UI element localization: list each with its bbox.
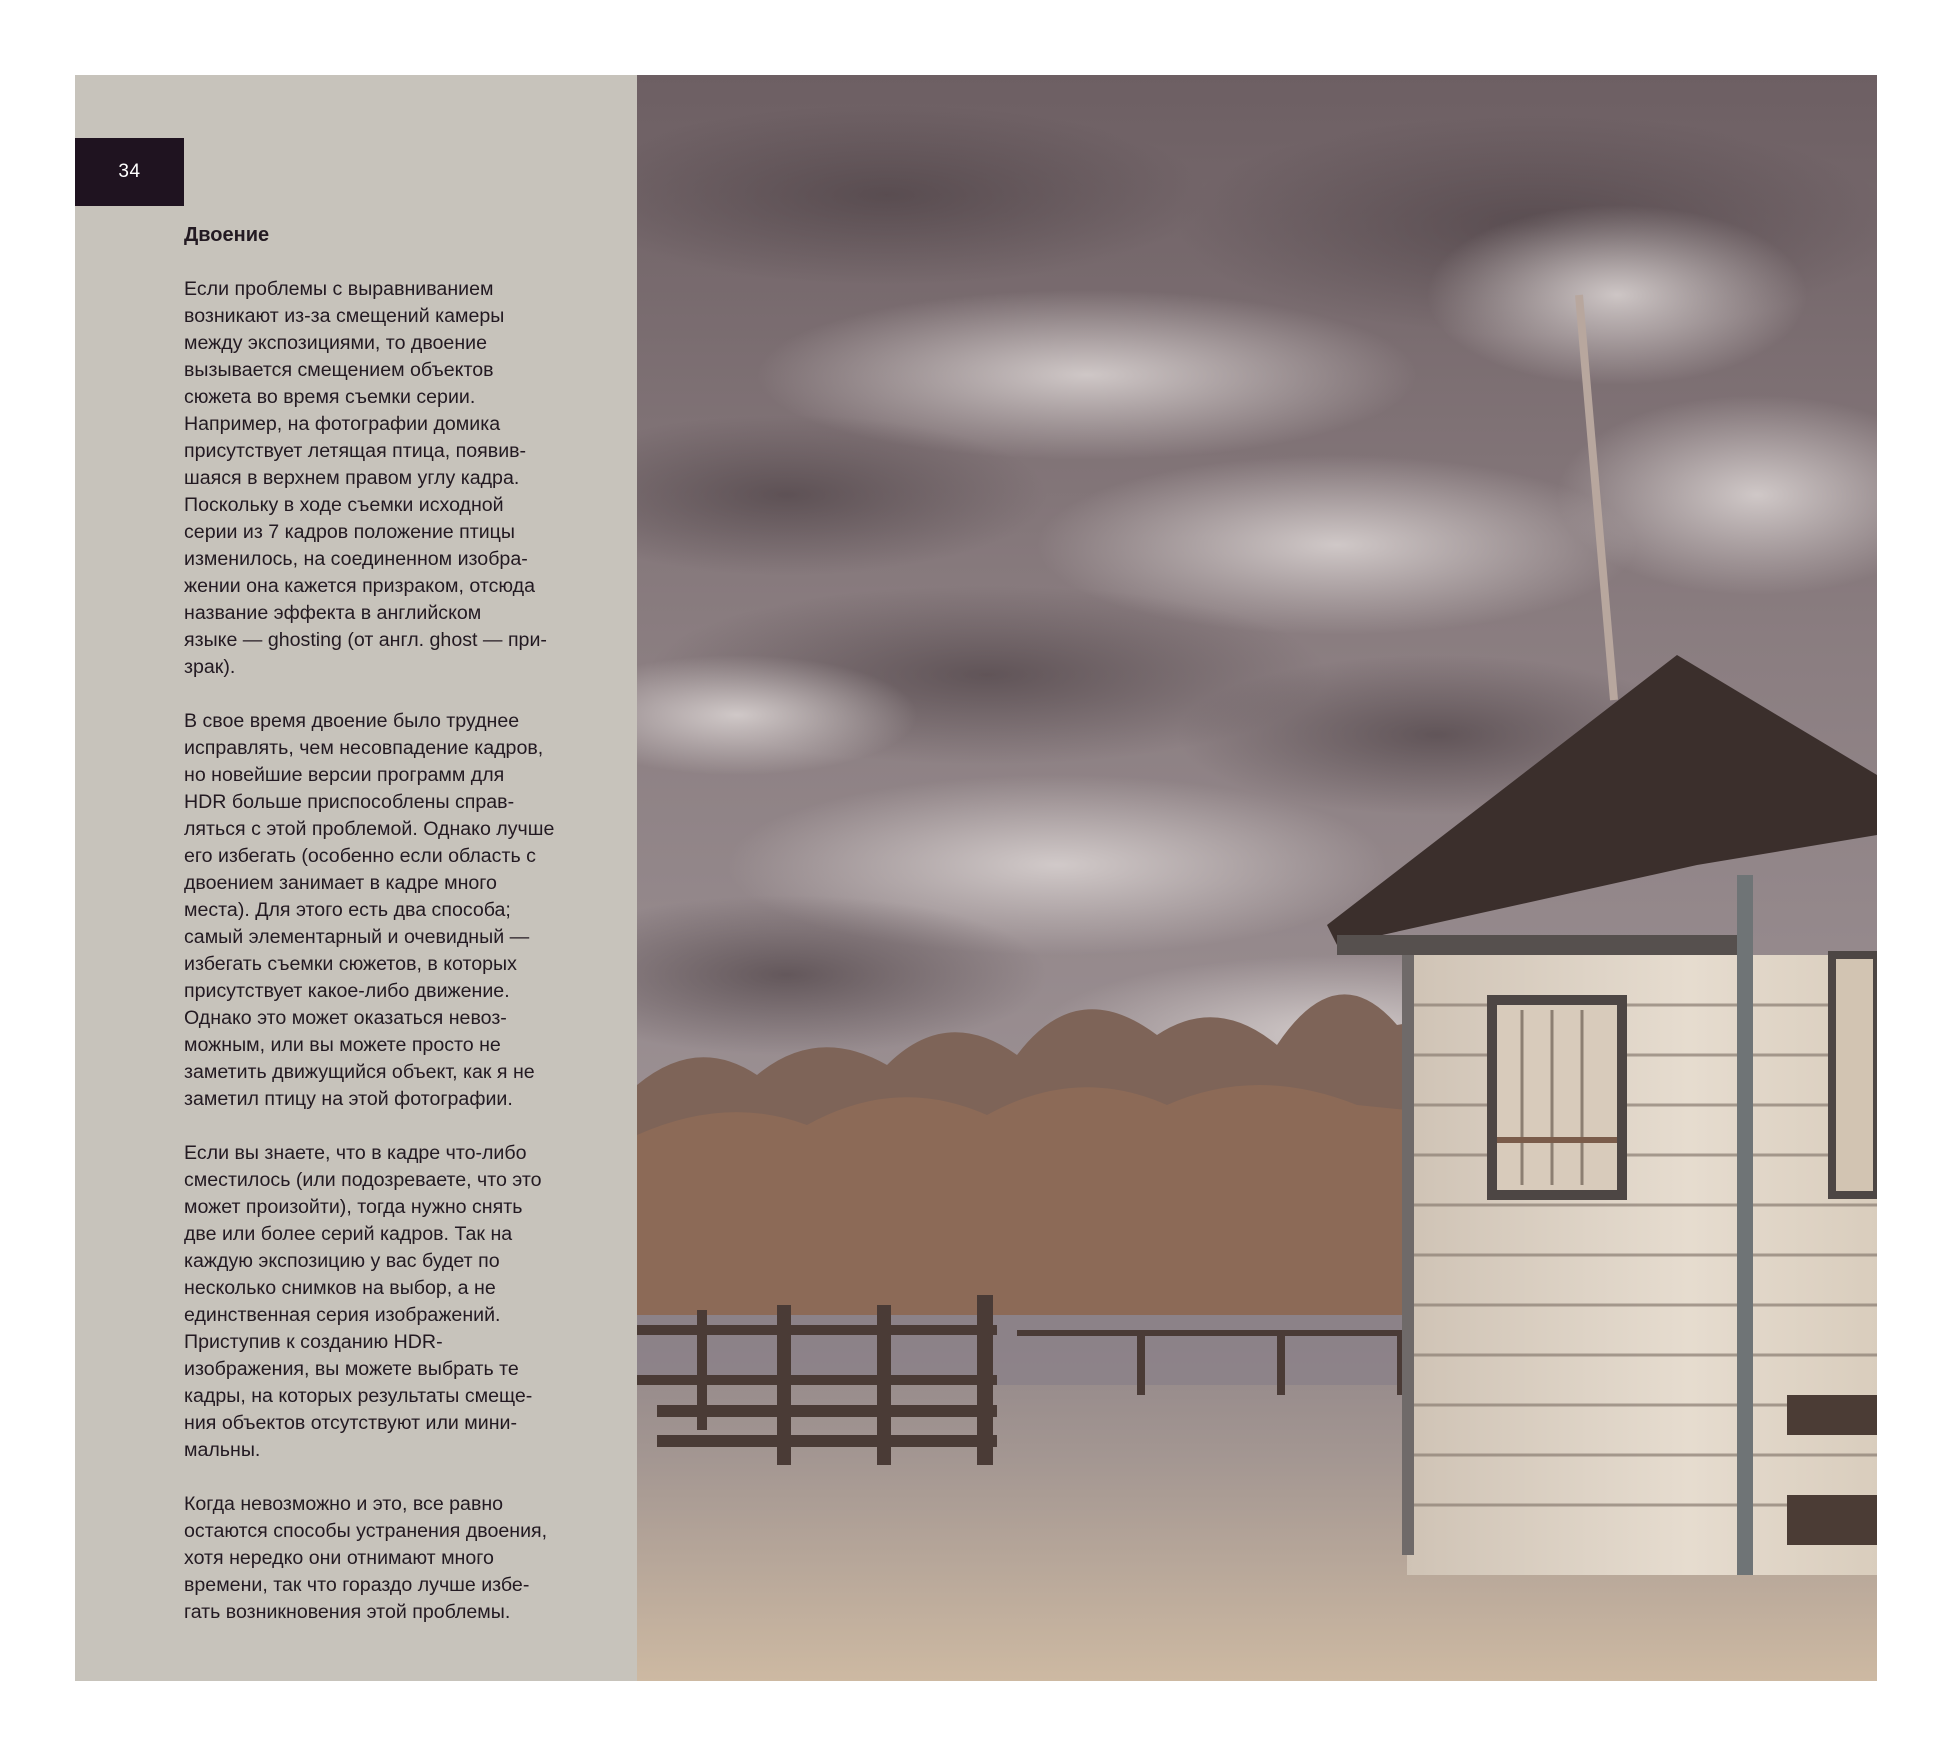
text-column [75,75,637,1681]
paragraph-1: Если проблемы с выравниванием возникают из-за смещений камеры между экспозициями, то двоение вызывается смещением объектов сюжета во время съемки серии. Например, на фотографии домика присутствует летящая птица, появив- шаяся в верхнем правом углу кадра. Поскольку в ходе съемки исходной серии из 7 кадров положение птицы изменилось, на соединенном изобра- жении она кажется призраком, отсюда название эффекта в английском языке — ghosting (от англ. ghost — при- зрак). [184,278,547,678]
page-spread [75,75,1877,1681]
hdr-photo-illustration [637,75,1877,1681]
page-number: 34 [75,138,184,206]
paragraph-2: В свое время двоение было труднее исправлять, чем несовпадение кадров, но новейшие версии программ для HDR больше приспособлены справ- ляться с этой проблемой. Однако лучше его избегать (особенно если область с двоением занимает в кадре много места). Для этого есть два способа; самый элементарный и очевидный — избегать съемки сюжетов, в которых присутствует какое-либо движение. Однако это может оказаться невоз- можным, или вы можете просто не заметить движущийся объект, как я не заметил птицу на этой фотографии. [184,710,555,1110]
article [184,222,610,1653]
window [1492,1000,1622,1195]
paragraph-4: Когда невозможно и это, все равно остаются способы устранения двоения, хотя нередко они отнимают много времени, так что гораздо лучше избе- гать возникновения этой проблемы. [184,1493,548,1623]
paragraph-3: Если вы знаете, что в кадре что-либо сместилось (или подозреваете, что это может произойти), тогда нужно снять две или более серий кадров. Так на каждую экспозицию у вас будет по несколько снимков на выбор, а не единственная серия изображений. Приступив к созданию HDR- изображения, вы можете выбрать те кадры, на которых результаты смеще- ния объектов отсутствуют или мини- мальны. [184,1142,542,1461]
hdr-photo [637,75,1877,1681]
section-heading: Двоение [184,224,270,246]
